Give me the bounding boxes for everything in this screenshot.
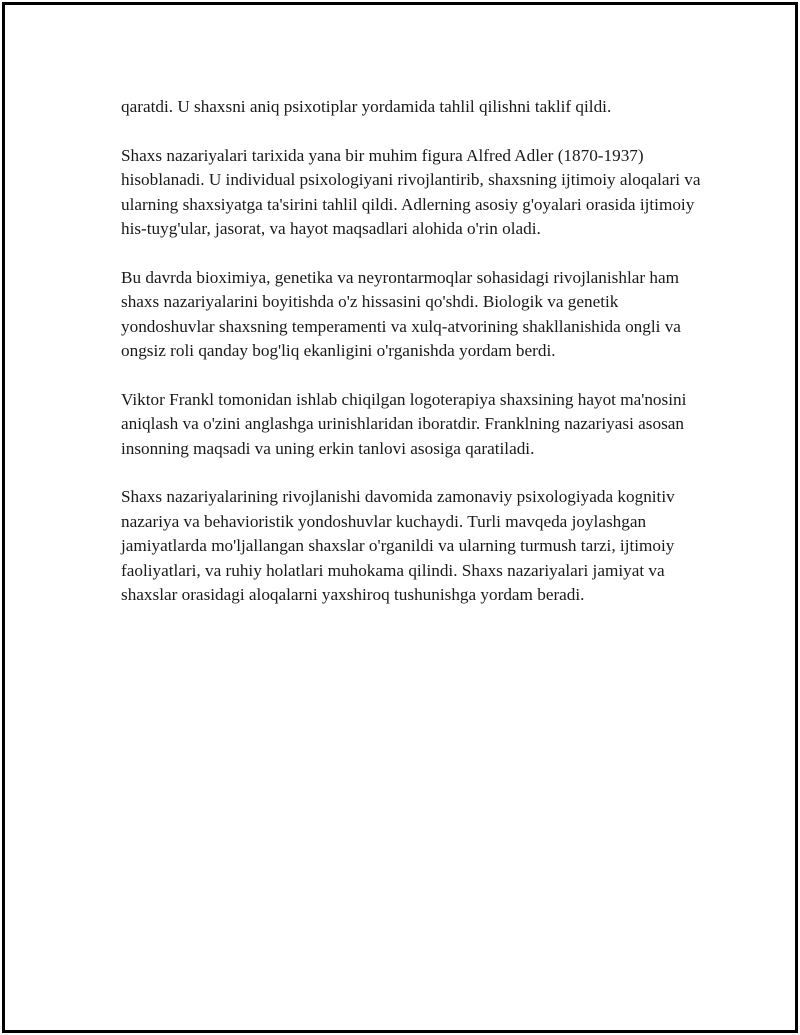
paragraph: Viktor Frankl tomonidan ishlab chiqilgan logoterapiya shaxsining hayot ma'nosini aniqlash va o'zini anglashga urinishlaridan iboratdir. Franklning nazariyasi asosan insonning maqsadi va uning erkin tanlovi asosiga qaratiladi.: [121, 389, 687, 458]
paragraph: qaratdi. U shaxsni aniq psixotiplar yordamida tahlil qilishni taklif qildi.: [121, 97, 612, 116]
document-body: [121, 95, 701, 632]
paragraph: Shaxs nazariyalari tarixida yana bir muhim figura Alfred Adler (1870-1937) hisoblanadi. U individual psixologiyani rivojlantirib, shaxsning ijtimoiy aloqalari va ularning shaxsiyatga ta'sirini tahlil qildi. Adlerning asosiy g'oyalari orasida ijtimoiy his-tuyg'ular, jasorat, va hayot maqsadlari alohida o'rin oladi.: [121, 145, 701, 239]
paragraph: Bu davrda bioximiya, genetika va neyrontarmoqlar sohasidagi rivojlanishlar ham shaxs nazariyalarini boyitishda o'z hissasini qo'shdi. Biologik va genetik yondoshuvlar shaxsning temperamenti va xulq-atvorining shakllanishida ongli va ongsiz roli qanday bog'liq ekanligini o'rganishda yordam berdi.: [121, 267, 681, 361]
paragraph: Shaxs nazariyalarining rivojlanishi davomida zamonaviy psixologiyada kognitiv nazariya va behavioristik yondoshuvlar kuchaydi. Turli mavqeda joylashgan jamiyatlarda mo'ljallangan shaxslar o'rganildi va ularning turmush tarzi, ijtimoiy faoliyatlari, va ruhiy holatlari muhokama qilindi. Shaxs nazariyalari jamiyat va shaxslar orasidagi aloqalarni yaxshiroq tushunishga yordam beradi.: [121, 487, 675, 605]
document-page: [2, 2, 798, 1033]
